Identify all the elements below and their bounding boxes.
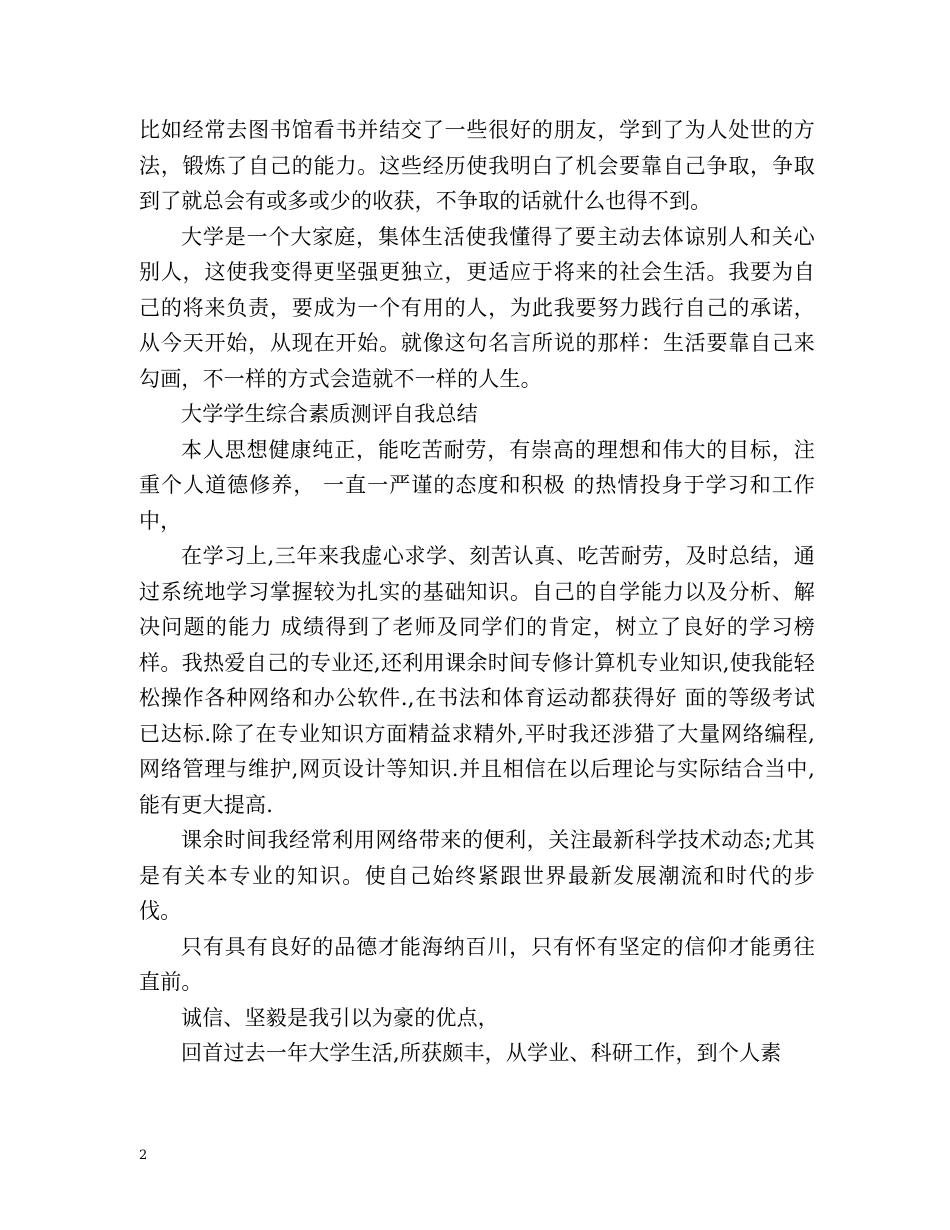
paragraph-7: 诚信、坚毅是我引以为豪的优点， (181, 1005, 499, 1030)
paragraph-5: 课余时间我经常利用网络带来的便利，关注最新科学技术动态;尤其是有关本专业的知识。使自己始终紧跟世界最新发展潮流和时代的步伐。 (139, 828, 815, 923)
paragraph-6: 只有具有良好的品德才能海纳百川，只有怀有坚定的信仰才能勇往直前。 (139, 934, 815, 994)
page-number: 2 (139, 1148, 148, 1163)
paragraph-4: 在学习上,三年来我虚心求学、刻苦认真、吃苦耐劳，及时总结，通过系统地学习掌握较为扎实的基础知识。自己的自学能力以及分析、解决问题的能力 成绩得到了老师及同学们的肯定，树立了良好的学习榜样。我热爱自己的专业还,还利用课余时间专修计算机专业知识,使我能轻松操作各种网络和办公软件.,在书法和体育运动都获得好 面的等级考试已达标.除了在专业知识方面精益求精外,平时我还涉猎了大量网络编程,网络管理与维护,网页设计等知识.并且相信在以后理论与实际结合当中,能有更大提高. (139, 544, 815, 817)
paragraph-8: 回首过去一年大学生活,所获颇丰，从学业、科研工作，到个人素 (181, 1041, 782, 1065)
paragraph-1: 比如经常去图书馆看书并结交了一些很好的朋友，学到了为人处世的方法，锻炼了自己的能力。这些经历使我明白了机会要靠自己争取，争取到了就总会有或多或少的收获，不争取的话就什么也得不到。 (139, 118, 815, 213)
paragraph-2: 大学是一个大家庭，集体生活使我懂得了要主动去体谅别人和关心别人，这使我变得更坚强更独立，更适应于将来的社会生活。我要为自己的将来负责，要成为一个有用的人，为此我要努力践行自己的承诺，从今天开始，从现在开始。就像这句名言所说的那样：生活要靠自己来勾画，不一样的方式会造就不一样的人生。 (139, 224, 815, 391)
document-body (139, 113, 815, 1072)
paragraph-3: 本人思想健康纯正，能吃苦耐劳，有崇高的理想和伟大的目标，注重个人道德修养， 一直一严谨的态度和积极 的热情投身于学习和工作中， (139, 437, 815, 533)
section-heading: 大学学生综合素质测评自我总结 (181, 402, 478, 426)
